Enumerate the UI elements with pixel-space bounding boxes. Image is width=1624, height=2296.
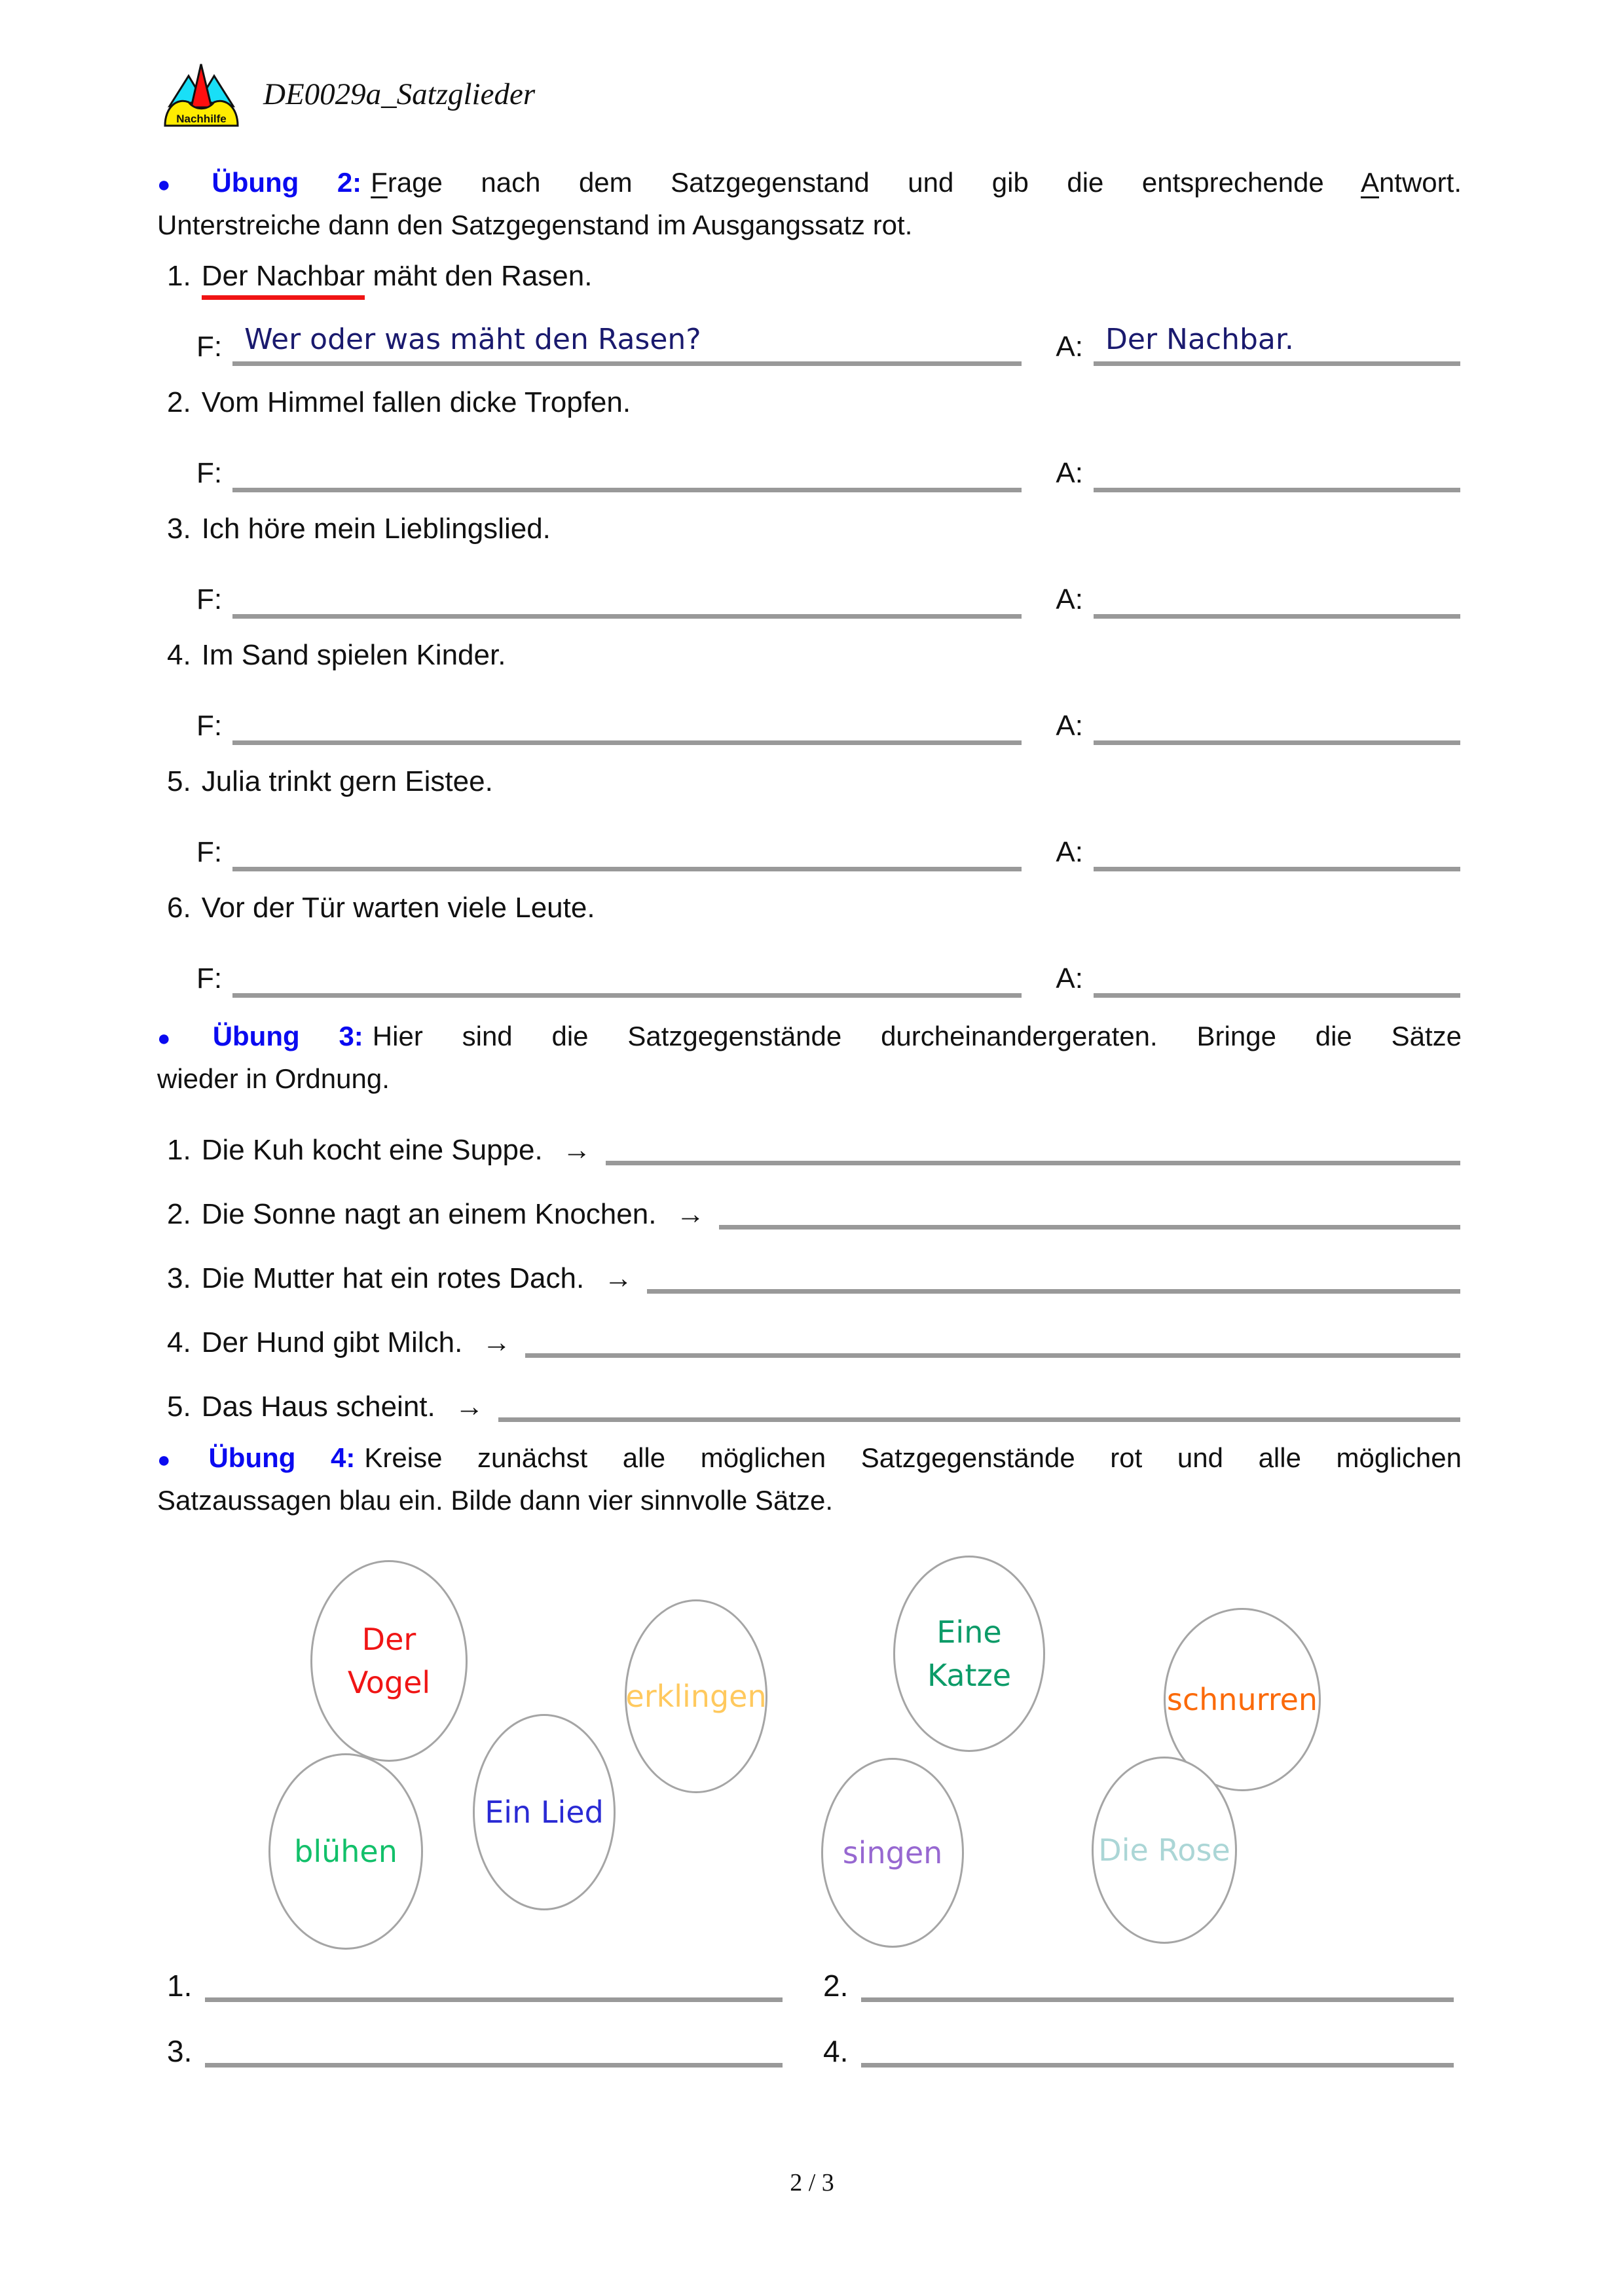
sentence	[167, 384, 1460, 422]
intro-text: Hier sind die Satzgegenstände durcheinandergeraten. Bringe die Sätze	[372, 1021, 1462, 1051]
sentence	[167, 763, 1460, 801]
question-writing-line	[232, 699, 1022, 745]
bullet-icon: ●	[157, 1447, 198, 1472]
question-answer-row	[196, 572, 1460, 619]
intro-text: Kreise zunächst alle möglichen Satzgegenstände rot und alle möglichen	[364, 1442, 1462, 1473]
writing-line	[719, 1225, 1460, 1230]
question-answer-row	[196, 446, 1460, 492]
answer-writing-line	[1094, 572, 1460, 619]
bubble-word: Eine	[936, 1614, 1002, 1650]
item-number: 6.	[167, 892, 191, 924]
sentence	[167, 1260, 633, 1298]
word-bubble-der-vogel	[310, 1560, 468, 1762]
exercise2-label: Übung 2:	[212, 167, 362, 198]
answer-writing-line	[1094, 825, 1460, 871]
exercise2-item	[167, 889, 1460, 1015]
sentence	[167, 1388, 484, 1426]
exercise2-intro	[157, 162, 1462, 246]
blank-number: 4.	[823, 2034, 849, 2068]
question-answer-row	[196, 951, 1460, 998]
exercise4-label: Übung 4:	[208, 1442, 356, 1473]
bubble-word: erklingen	[625, 1679, 767, 1714]
sentence-text: Das Haus scheint.	[201, 1391, 435, 1423]
a-label: A:	[1056, 962, 1083, 994]
underlined-initial-f: F	[371, 167, 388, 198]
sentence	[167, 257, 1460, 295]
bubble-word: blühen	[294, 1834, 397, 1869]
bullet-icon: ●	[157, 172, 202, 197]
question-writing-line	[232, 951, 1022, 998]
blank-row	[167, 2005, 783, 2070]
exercise2-item	[167, 763, 1460, 889]
underlined-subject: Der Nachbar	[202, 260, 365, 300]
item-number: 4.	[167, 639, 191, 671]
intro-text: rage nach dem Satzgegenstand und gib die entsprechende	[387, 167, 1361, 198]
question-writing-line	[232, 319, 1022, 366]
exercise2-item	[167, 636, 1460, 763]
answer-writing-line	[1094, 951, 1460, 998]
sentence-text: Ich höre mein Lieblingslied.	[201, 513, 551, 545]
exercise4-intro	[157, 1438, 1462, 1521]
item-number: 1.	[167, 1134, 191, 1166]
item-number: 2.	[167, 386, 191, 418]
word-bubbles	[0, 1552, 1624, 1954]
a-label: A:	[1056, 457, 1083, 489]
word-bubble-singen	[821, 1758, 964, 1948]
word-bubble-erklingen	[625, 1599, 767, 1793]
writing-line	[861, 1997, 1454, 2002]
sentence-text: Die Kuh kocht eine Suppe.	[201, 1134, 543, 1166]
item-number: 1.	[167, 260, 191, 292]
exercise3-item	[167, 1105, 1460, 1169]
handwritten-answer: Der Nachbar.	[1105, 323, 1294, 356]
f-label: F:	[196, 457, 223, 489]
exercise3-item	[167, 1233, 1460, 1298]
exercise4-intro-line2: Satzaussagen blau ein. Bilde dann vier sinnvolle Sätze.	[157, 1484, 833, 1516]
sentence	[167, 889, 1460, 927]
answer-writing-line	[1094, 699, 1460, 745]
exercise3-intro-line1	[157, 1016, 1462, 1059]
arrow-icon: →	[676, 1198, 705, 1230]
question-writing-line	[232, 446, 1022, 492]
arrow-icon: →	[562, 1134, 591, 1166]
underlined-initial-a: A	[1360, 167, 1379, 198]
item-number: 5.	[167, 765, 191, 797]
document-title: DE0029a_Satzglieder	[263, 77, 536, 111]
sentence-text: Vor der Tür warten viele Leute.	[201, 892, 595, 924]
sentence	[167, 636, 1460, 674]
answer-writing-line	[1094, 319, 1460, 366]
blank-number: 1.	[167, 1969, 193, 2003]
bullet-icon: ●	[157, 1025, 202, 1051]
sentence	[167, 510, 1460, 548]
sentence	[167, 1324, 511, 1362]
sentence-text: Julia trinkt gern Eistee.	[201, 765, 493, 797]
item-number: 5.	[167, 1391, 191, 1423]
a-label: A:	[1056, 710, 1083, 742]
exercise3-item	[167, 1298, 1460, 1362]
sentence-text: Im Sand spielen Kinder.	[201, 639, 506, 671]
blank-row	[823, 1969, 1454, 2005]
bubble-word: Katze	[927, 1658, 1012, 1693]
exercise3-items	[167, 1105, 1460, 1426]
question-answer-row	[196, 699, 1460, 745]
sentence-text: mäht den Rasen.	[365, 260, 593, 292]
blank-number: 2.	[823, 1969, 849, 2003]
answer-writing-line	[1094, 446, 1460, 492]
f-label: F:	[196, 962, 223, 994]
f-label: F:	[196, 836, 223, 868]
exercise3-intro-line2: wieder in Ordnung.	[157, 1063, 390, 1094]
exercise2-item	[167, 384, 1460, 510]
bubble-word: Ein Lied	[485, 1795, 604, 1830]
f-label: F:	[196, 331, 223, 363]
question-writing-line	[232, 825, 1022, 871]
exercise2-item	[167, 257, 1460, 384]
blank-number: 3.	[167, 2034, 193, 2068]
arrow-icon: →	[604, 1262, 633, 1294]
question-answer-row	[196, 319, 1460, 366]
page-header	[160, 60, 535, 128]
arrow-icon: →	[482, 1326, 511, 1358]
item-number: 4.	[167, 1326, 191, 1358]
exercise4-intro-line1	[157, 1438, 1462, 1480]
blank-row	[167, 1969, 783, 2005]
blank-row	[823, 2005, 1454, 2070]
intro-text: ntwort.	[1378, 167, 1462, 198]
word-bubble-die-rose	[1092, 1757, 1237, 1944]
writing-line	[498, 1417, 1460, 1422]
a-label: A:	[1056, 331, 1083, 363]
bubble-word: singen	[842, 1835, 943, 1870]
writing-line	[205, 1997, 783, 2002]
writing-line	[525, 1353, 1460, 1358]
page-number: 2 / 3	[790, 2169, 834, 2196]
writing-line	[606, 1161, 1460, 1165]
word-bubble-bluehen	[268, 1753, 423, 1950]
sentence-text: Vom Himmel fallen dicke Tropfen.	[201, 386, 631, 418]
a-label: A:	[1056, 836, 1083, 868]
item-number: 3.	[167, 1262, 191, 1294]
exercise2-intro-line2: Unterstreiche dann den Satzgegenstand im Ausgangssatz rot.	[157, 209, 913, 240]
bubble-word: Vogel	[347, 1665, 431, 1700]
word-bubble-ein-lied	[473, 1714, 616, 1910]
bubble-word: Die Rose	[1098, 1832, 1230, 1868]
writing-line	[861, 2063, 1454, 2068]
item-number: 3.	[167, 513, 191, 545]
bubble-word: Der	[361, 1622, 416, 1657]
writing-line	[205, 2063, 783, 2068]
exercise2-item	[167, 510, 1460, 636]
item-number: 2.	[167, 1198, 191, 1230]
sentence	[167, 1195, 705, 1233]
f-label: F:	[196, 710, 223, 742]
logo-text: Nachhilfe	[176, 113, 227, 125]
f-label: F:	[196, 583, 223, 615]
exercise2-items	[167, 257, 1460, 1015]
sentence	[167, 1131, 591, 1169]
question-answer-row	[196, 825, 1460, 871]
exercise3-label: Übung 3:	[212, 1021, 363, 1051]
handwritten-question: Wer oder was mäht den Rasen?	[244, 323, 701, 356]
sentence-text: Die Sonne nagt an einem Knochen.	[201, 1198, 657, 1230]
sentence-text: Die Mutter hat ein rotes Dach.	[201, 1262, 585, 1294]
exercise3-item	[167, 1362, 1460, 1426]
question-writing-line	[232, 572, 1022, 619]
sentence-blanks	[167, 1969, 1454, 2070]
exercise2-intro-line1	[157, 162, 1462, 205]
a-label: A:	[1056, 583, 1083, 615]
nachhilfe-logo-icon	[160, 60, 242, 128]
exercise3-item	[167, 1169, 1460, 1233]
exercise3-intro	[157, 1016, 1462, 1099]
sentence-text: Der Hund gibt Milch.	[201, 1326, 463, 1358]
word-bubble-eine-katze	[893, 1556, 1045, 1752]
writing-line	[647, 1289, 1460, 1294]
arrow-icon: →	[454, 1391, 484, 1423]
bubble-word: schnurren	[1166, 1682, 1318, 1717]
